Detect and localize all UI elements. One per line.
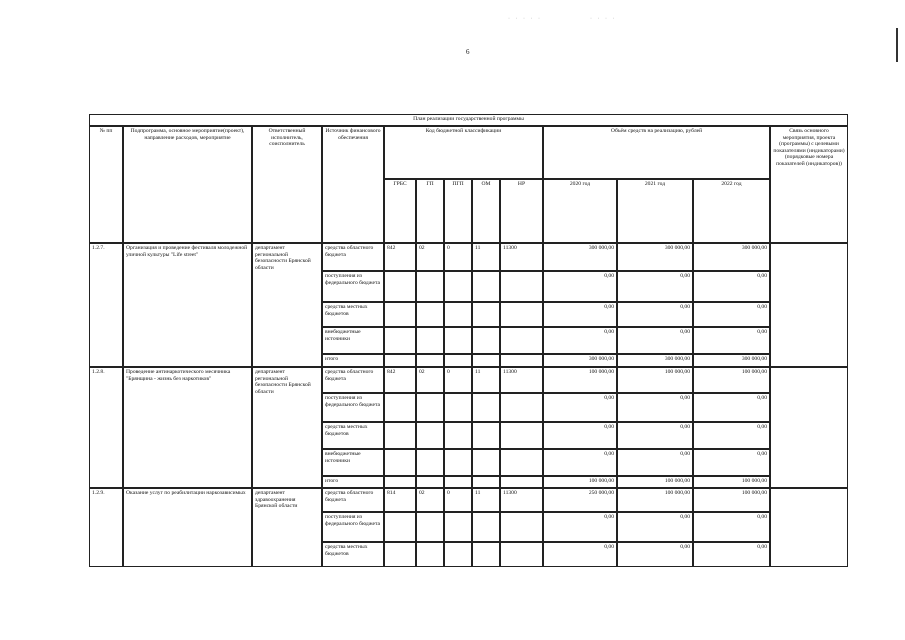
- budget-code-ом: [472, 476, 500, 488]
- budget-code-ом: [472, 271, 500, 302]
- budget-code-пгп: [444, 327, 472, 354]
- activity-name: Оказание услуг по реабилитации наркозависимых: [123, 488, 252, 567]
- budget-code-грбс: [384, 354, 416, 367]
- page-number: 6: [466, 48, 470, 56]
- budget-code-пгп: [444, 422, 472, 449]
- budget-code-гп: [416, 512, 444, 542]
- activity-name: Проведение антинаркотического месячника "Брянщина - жизнь без наркотиков": [123, 367, 252, 488]
- funding-source: средства областного бюджета: [322, 243, 384, 271]
- funding-source: поступления из федерального бюджета: [322, 393, 384, 422]
- amount-2022: 0,00: [693, 449, 770, 476]
- funding-source: средства местных бюджетов: [322, 422, 384, 449]
- budget-code-грбс: [384, 542, 416, 567]
- budget-code-пгп: [444, 476, 472, 488]
- budget-code-грбс: [384, 271, 416, 302]
- responsible-executor: департамент региональной безопасности Брянской области: [252, 367, 322, 488]
- budget-code-грбс: 842: [384, 243, 416, 271]
- budget-code-грбс: [384, 422, 416, 449]
- budget-code-ом: 11: [472, 488, 500, 512]
- header-code-5: НР: [500, 179, 543, 243]
- amount-2022: 0,00: [693, 542, 770, 567]
- activity-name: Организация и проведение фестиваля молодежной уличной культуры "Life street": [123, 243, 252, 367]
- amount-2022: 100 000,00: [693, 367, 770, 393]
- budget-code-гп: [416, 354, 444, 367]
- amount-2021: 0,00: [617, 393, 693, 422]
- indicator-link-cell: [770, 367, 848, 488]
- budget-code-грбс: 814: [384, 488, 416, 512]
- amount-2020: 300 000,00: [543, 243, 617, 271]
- amount-2020: 0,00: [543, 271, 617, 302]
- amount-2021: 300 000,00: [617, 354, 693, 367]
- budget-code-ом: [472, 542, 500, 567]
- responsible-executor: департамент здравоохранения Брянской области: [252, 488, 322, 567]
- budget-code-ом: [472, 354, 500, 367]
- budget-code-нр: 11300: [500, 243, 543, 271]
- amount-2020: 100 000,00: [543, 367, 617, 393]
- funding-source: поступления из федерального бюджета: [322, 512, 384, 542]
- amount-2021: 0,00: [617, 512, 693, 542]
- funding-source: средства местных бюджетов: [322, 542, 384, 567]
- budget-code-грбс: 842: [384, 367, 416, 393]
- budget-code-гп: 02: [416, 367, 444, 393]
- budget-code-нр: [500, 449, 543, 476]
- amount-2022: 0,00: [693, 422, 770, 449]
- budget-code-грбс: [384, 393, 416, 422]
- budget-code-пгп: [444, 393, 472, 422]
- amount-2022: 0,00: [693, 302, 770, 327]
- budget-code-ом: [472, 302, 500, 327]
- budget-code-гп: 02: [416, 243, 444, 271]
- indicator-link-cell: [770, 488, 848, 567]
- budget-code-ом: [472, 422, 500, 449]
- budget-code-нр: [500, 302, 543, 327]
- budget-code-гп: [416, 422, 444, 449]
- amount-2021: 0,00: [617, 271, 693, 302]
- amount-2020: 0,00: [543, 512, 617, 542]
- budget-code-нр: 11300: [500, 367, 543, 393]
- budget-code-гп: [416, 271, 444, 302]
- budget-code-гп: [416, 327, 444, 354]
- scan-speckle: · · · ·: [590, 16, 617, 22]
- budget-code-гп: 02: [416, 488, 444, 512]
- header-budget-code: Код бюджетной классификации: [384, 126, 543, 179]
- budget-code-грбс: [384, 512, 416, 542]
- header-funds: Объём средств на реализацию, рублей: [543, 126, 770, 179]
- budget-code-гп: [416, 302, 444, 327]
- header-year-2022: 2022 год: [693, 179, 770, 243]
- table-caption: План реализации государственной программы: [89, 114, 848, 126]
- budget-code-нр: [500, 542, 543, 567]
- funding-source: внебюджетные источники: [322, 449, 384, 476]
- header-num: № пп: [89, 126, 123, 243]
- row-number: 1.2.8.: [89, 367, 123, 488]
- budget-code-грбс: [384, 327, 416, 354]
- budget-code-гп: [416, 476, 444, 488]
- amount-2021: 100 000,00: [617, 367, 693, 393]
- budget-code-пгп: [444, 449, 472, 476]
- amount-2022: 0,00: [693, 393, 770, 422]
- amount-2020: 300 000,00: [543, 354, 617, 367]
- amount-2020: 0,00: [543, 542, 617, 567]
- amount-2020: 0,00: [543, 422, 617, 449]
- budget-code-нр: [500, 512, 543, 542]
- header-year-2020: 2020 год: [543, 179, 617, 243]
- budget-code-пгп: 0: [444, 367, 472, 393]
- header-year-2021: 2021 год: [617, 179, 693, 243]
- amount-2020: 250 000,00: [543, 488, 617, 512]
- budget-code-ом: [472, 327, 500, 354]
- amount-2021: 0,00: [617, 422, 693, 449]
- budget-code-нр: [500, 393, 543, 422]
- budget-code-нр: [500, 271, 543, 302]
- budget-code-пгп: [444, 271, 472, 302]
- scan-edge-mark: [896, 28, 898, 62]
- header-program: Подпрограмма, основное мероприятие(проект), направление расходов, мероприятие: [123, 126, 252, 243]
- budget-code-нр: 11300: [500, 488, 543, 512]
- budget-code-ом: [472, 512, 500, 542]
- budget-code-гп: [416, 393, 444, 422]
- header-code-4: ОМ: [472, 179, 500, 243]
- budget-code-ом: 11: [472, 367, 500, 393]
- budget-code-грбс: [384, 302, 416, 327]
- amount-2022: 100 000,00: [693, 476, 770, 488]
- funding-source: средства областного бюджета: [322, 488, 384, 512]
- budget-code-ом: [472, 393, 500, 422]
- budget-code-пгп: [444, 512, 472, 542]
- amount-2022: 0,00: [693, 271, 770, 302]
- amount-2020: 0,00: [543, 449, 617, 476]
- budget-code-пгп: [444, 302, 472, 327]
- amount-2021: 300 000,00: [617, 243, 693, 271]
- funding-source: средства областного бюджета: [322, 367, 384, 393]
- amount-2020: 0,00: [543, 302, 617, 327]
- header-code-2: ГП: [416, 179, 444, 243]
- amount-2021: 0,00: [617, 542, 693, 567]
- budget-code-ом: 11: [472, 243, 500, 271]
- funding-source: средства местных бюджетов: [322, 302, 384, 327]
- amount-2021: 0,00: [617, 327, 693, 354]
- header-code-1: ГРБС: [384, 179, 416, 243]
- header-code-3: ПГП: [444, 179, 472, 243]
- budget-code-грбс: [384, 476, 416, 488]
- amount-2022: 0,00: [693, 512, 770, 542]
- budget-code-нр: [500, 476, 543, 488]
- budget-code-нр: [500, 327, 543, 354]
- amount-2022: 300 000,00: [693, 354, 770, 367]
- row-number: 1.2.7.: [89, 243, 123, 367]
- budget-code-пгп: [444, 354, 472, 367]
- header-responsible: Ответственный исполнитель, соисполнитель: [252, 126, 322, 243]
- amount-2021: 100 000,00: [617, 488, 693, 512]
- budget-code-нр: [500, 354, 543, 367]
- funding-source: итого: [322, 476, 384, 488]
- header-link: Связь основного мероприятия, проекта (программы) с целевыми показателями (индикаторами) (порядковые номера показателей (индикаторов)): [770, 126, 848, 243]
- amount-2022: 0,00: [693, 327, 770, 354]
- budget-code-грбс: [384, 449, 416, 476]
- amount-2022: 300 000,00: [693, 243, 770, 271]
- amount-2020: 100 000,00: [543, 476, 617, 488]
- amount-2022: 100 000,00: [693, 488, 770, 512]
- budget-code-пгп: 0: [444, 243, 472, 271]
- amount-2020: 0,00: [543, 393, 617, 422]
- amount-2021: 0,00: [617, 449, 693, 476]
- budget-code-гп: [416, 542, 444, 567]
- budget-code-гп: [416, 449, 444, 476]
- budget-code-ом: [472, 449, 500, 476]
- funding-source: поступления из федерального бюджета: [322, 271, 384, 302]
- header-source: Источник финансового обеспечения: [322, 126, 384, 243]
- budget-code-пгп: 0: [444, 488, 472, 512]
- funding-source: итого: [322, 354, 384, 367]
- scan-speckle: · · · · ·: [508, 16, 542, 22]
- amount-2020: 0,00: [543, 327, 617, 354]
- indicator-link-cell: [770, 243, 848, 367]
- budget-code-нр: [500, 422, 543, 449]
- row-number: 1.2.9.: [89, 488, 123, 567]
- amount-2021: 0,00: [617, 302, 693, 327]
- budget-code-пгп: [444, 542, 472, 567]
- funding-source: внебюджетные источники: [322, 327, 384, 354]
- responsible-executor: департамент региональной безопасности Брянской области: [252, 243, 322, 367]
- amount-2021: 100 000,00: [617, 476, 693, 488]
